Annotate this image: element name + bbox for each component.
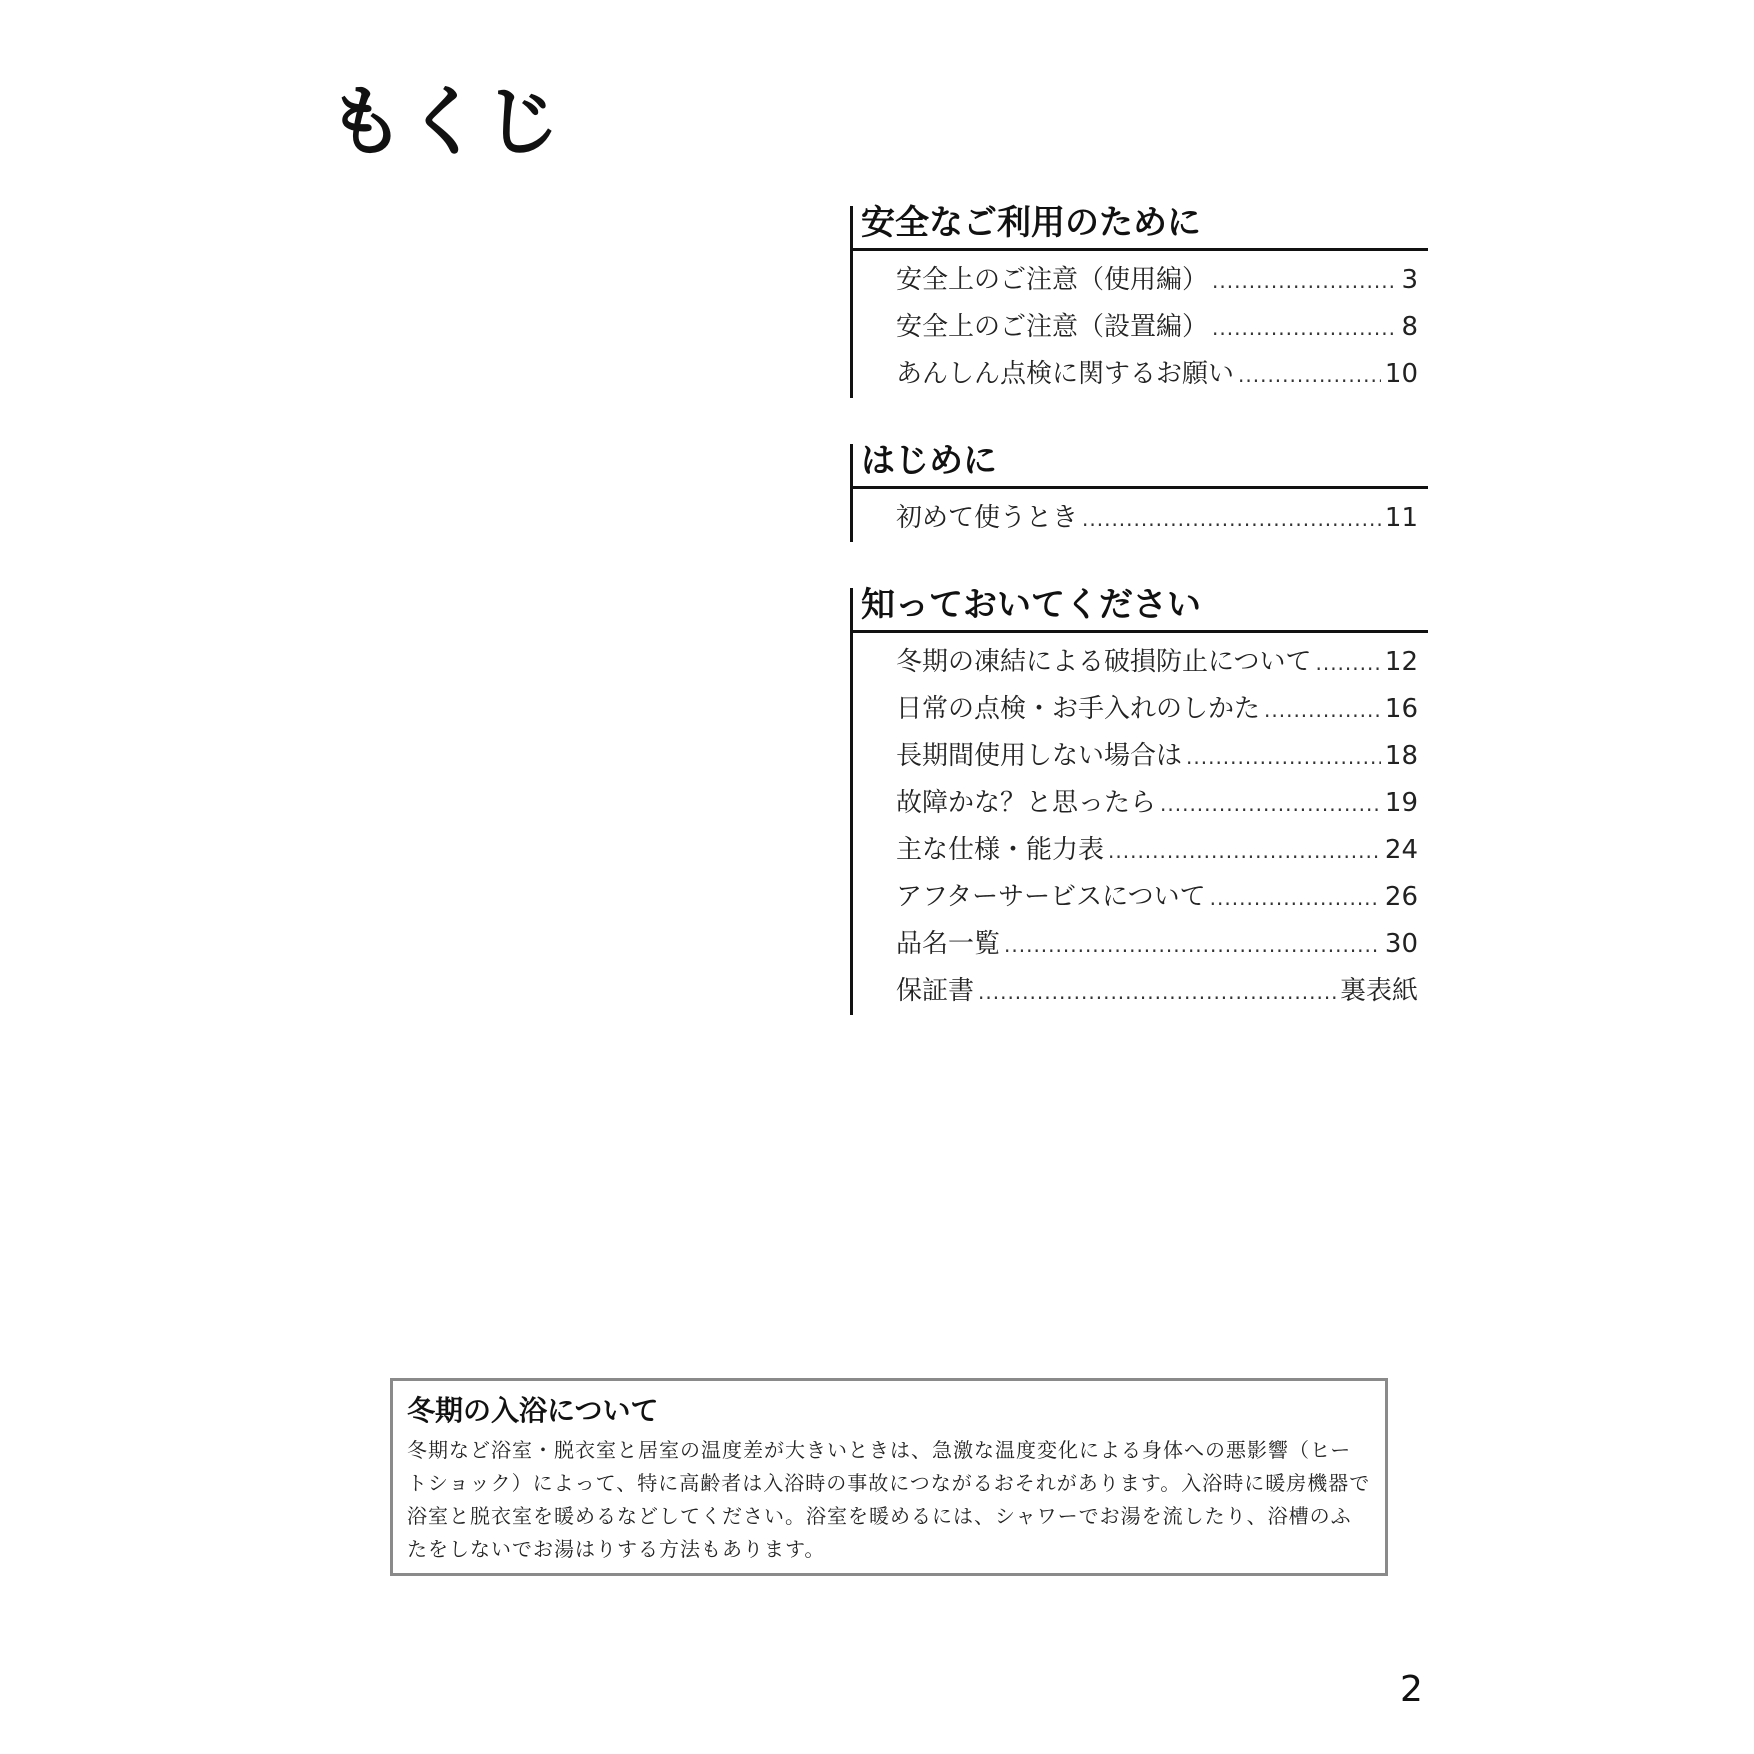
toc-entry[interactable] <box>853 733 1428 780</box>
toc-entry[interactable] <box>853 351 1428 398</box>
toc-entry-page: 12 <box>1384 647 1418 677</box>
toc-entry[interactable] <box>853 874 1428 921</box>
page-number: 2 <box>1400 1669 1423 1710</box>
dot-leader <box>1108 828 1381 875</box>
toc-entry[interactable] <box>853 257 1428 304</box>
toc-entry-page: 30 <box>1384 929 1418 959</box>
toc-entry-page: 24 <box>1384 835 1418 865</box>
toc-entry[interactable] <box>853 639 1428 686</box>
toc-entry-page: 11 <box>1384 503 1418 533</box>
note-body: 冬期など浴室・脱衣室と居室の温度差が大きいときは、急激な温度変化による身体への悪影響（ヒートショック）によって、特に高齢者は入浴時の事故につながるおそれがあります。入浴時に暖房機器で浴室と脱衣室を暖めるなどしてください。浴室を暖めるには、シャワーでお湯を流したり、浴槽のふたをしないでお湯はりする方法もあります。 <box>407 1438 1371 1561</box>
winter-bathing-note <box>390 1378 1388 1576</box>
toc-entry[interactable] <box>853 304 1428 351</box>
section-heading: はじめに <box>853 444 1428 489</box>
toc-list <box>853 489 1428 542</box>
toc-entry-label: アフターサービスについて <box>896 882 1206 912</box>
dot-leader <box>1212 258 1397 305</box>
toc-entry-page: 19 <box>1384 788 1418 818</box>
toc-section-good-to-know <box>850 585 1428 1015</box>
toc-entry-label: 品名一覧 <box>896 929 1001 959</box>
toc-list <box>853 251 1428 398</box>
toc-entry-label: 初めて使うとき <box>896 503 1079 533</box>
toc-entry[interactable] <box>853 686 1428 733</box>
toc-entry-label: 日常の点検・お手入れのしかた <box>896 694 1261 724</box>
toc-entry-label: 長期間使用しない場合は <box>896 741 1183 771</box>
dot-leader <box>1160 781 1381 828</box>
dot-leader <box>1264 687 1381 734</box>
toc-section-safety <box>850 203 1428 398</box>
toc-entry[interactable] <box>853 921 1428 968</box>
dot-leader <box>978 969 1336 1016</box>
toc-entry-page: 18 <box>1384 741 1418 771</box>
toc-entry-label: 安全上のご注意（設置編） <box>896 312 1209 342</box>
toc-entry-page: 10 <box>1384 359 1418 389</box>
section-heading: 知っておいてください <box>853 588 1428 633</box>
toc-entry-label: 安全上のご注意（使用編） <box>896 265 1209 295</box>
table-of-contents <box>850 203 1428 1061</box>
toc-entry-page: 裏表紙 <box>1339 976 1418 1006</box>
toc-entry-label: 保証書 <box>896 976 975 1006</box>
toc-entry-label: あんしん点検に関するお願い <box>896 359 1235 389</box>
toc-entry-page: 8 <box>1401 312 1418 342</box>
toc-list <box>853 633 1428 1015</box>
toc-entry[interactable] <box>853 780 1428 827</box>
toc-entry[interactable] <box>853 495 1428 542</box>
toc-section-introduction <box>850 441 1428 542</box>
section-heading: 安全なご利用のために <box>853 206 1428 251</box>
toc-entry[interactable] <box>853 968 1428 1015</box>
toc-entry-label: 冬期の凍結による破損防止について <box>896 647 1312 677</box>
dot-leader <box>1186 734 1381 781</box>
toc-entry-page: 26 <box>1384 882 1418 912</box>
toc-entry-page: 16 <box>1384 694 1418 724</box>
dot-leader <box>1210 875 1381 922</box>
dot-leader <box>1212 305 1397 352</box>
toc-entry-page: 3 <box>1401 265 1418 295</box>
dot-leader <box>1082 496 1381 543</box>
dot-leader <box>1004 922 1381 969</box>
dot-leader <box>1315 640 1380 687</box>
toc-entry-label: 故障かな？と思ったら <box>896 788 1157 818</box>
dot-leader <box>1238 352 1381 399</box>
toc-entry[interactable] <box>853 827 1428 874</box>
toc-entry-label: 主な仕様・能力表 <box>896 835 1105 865</box>
page-title: もくじ <box>328 77 562 166</box>
note-title: 冬期の入浴について <box>407 1394 659 1427</box>
